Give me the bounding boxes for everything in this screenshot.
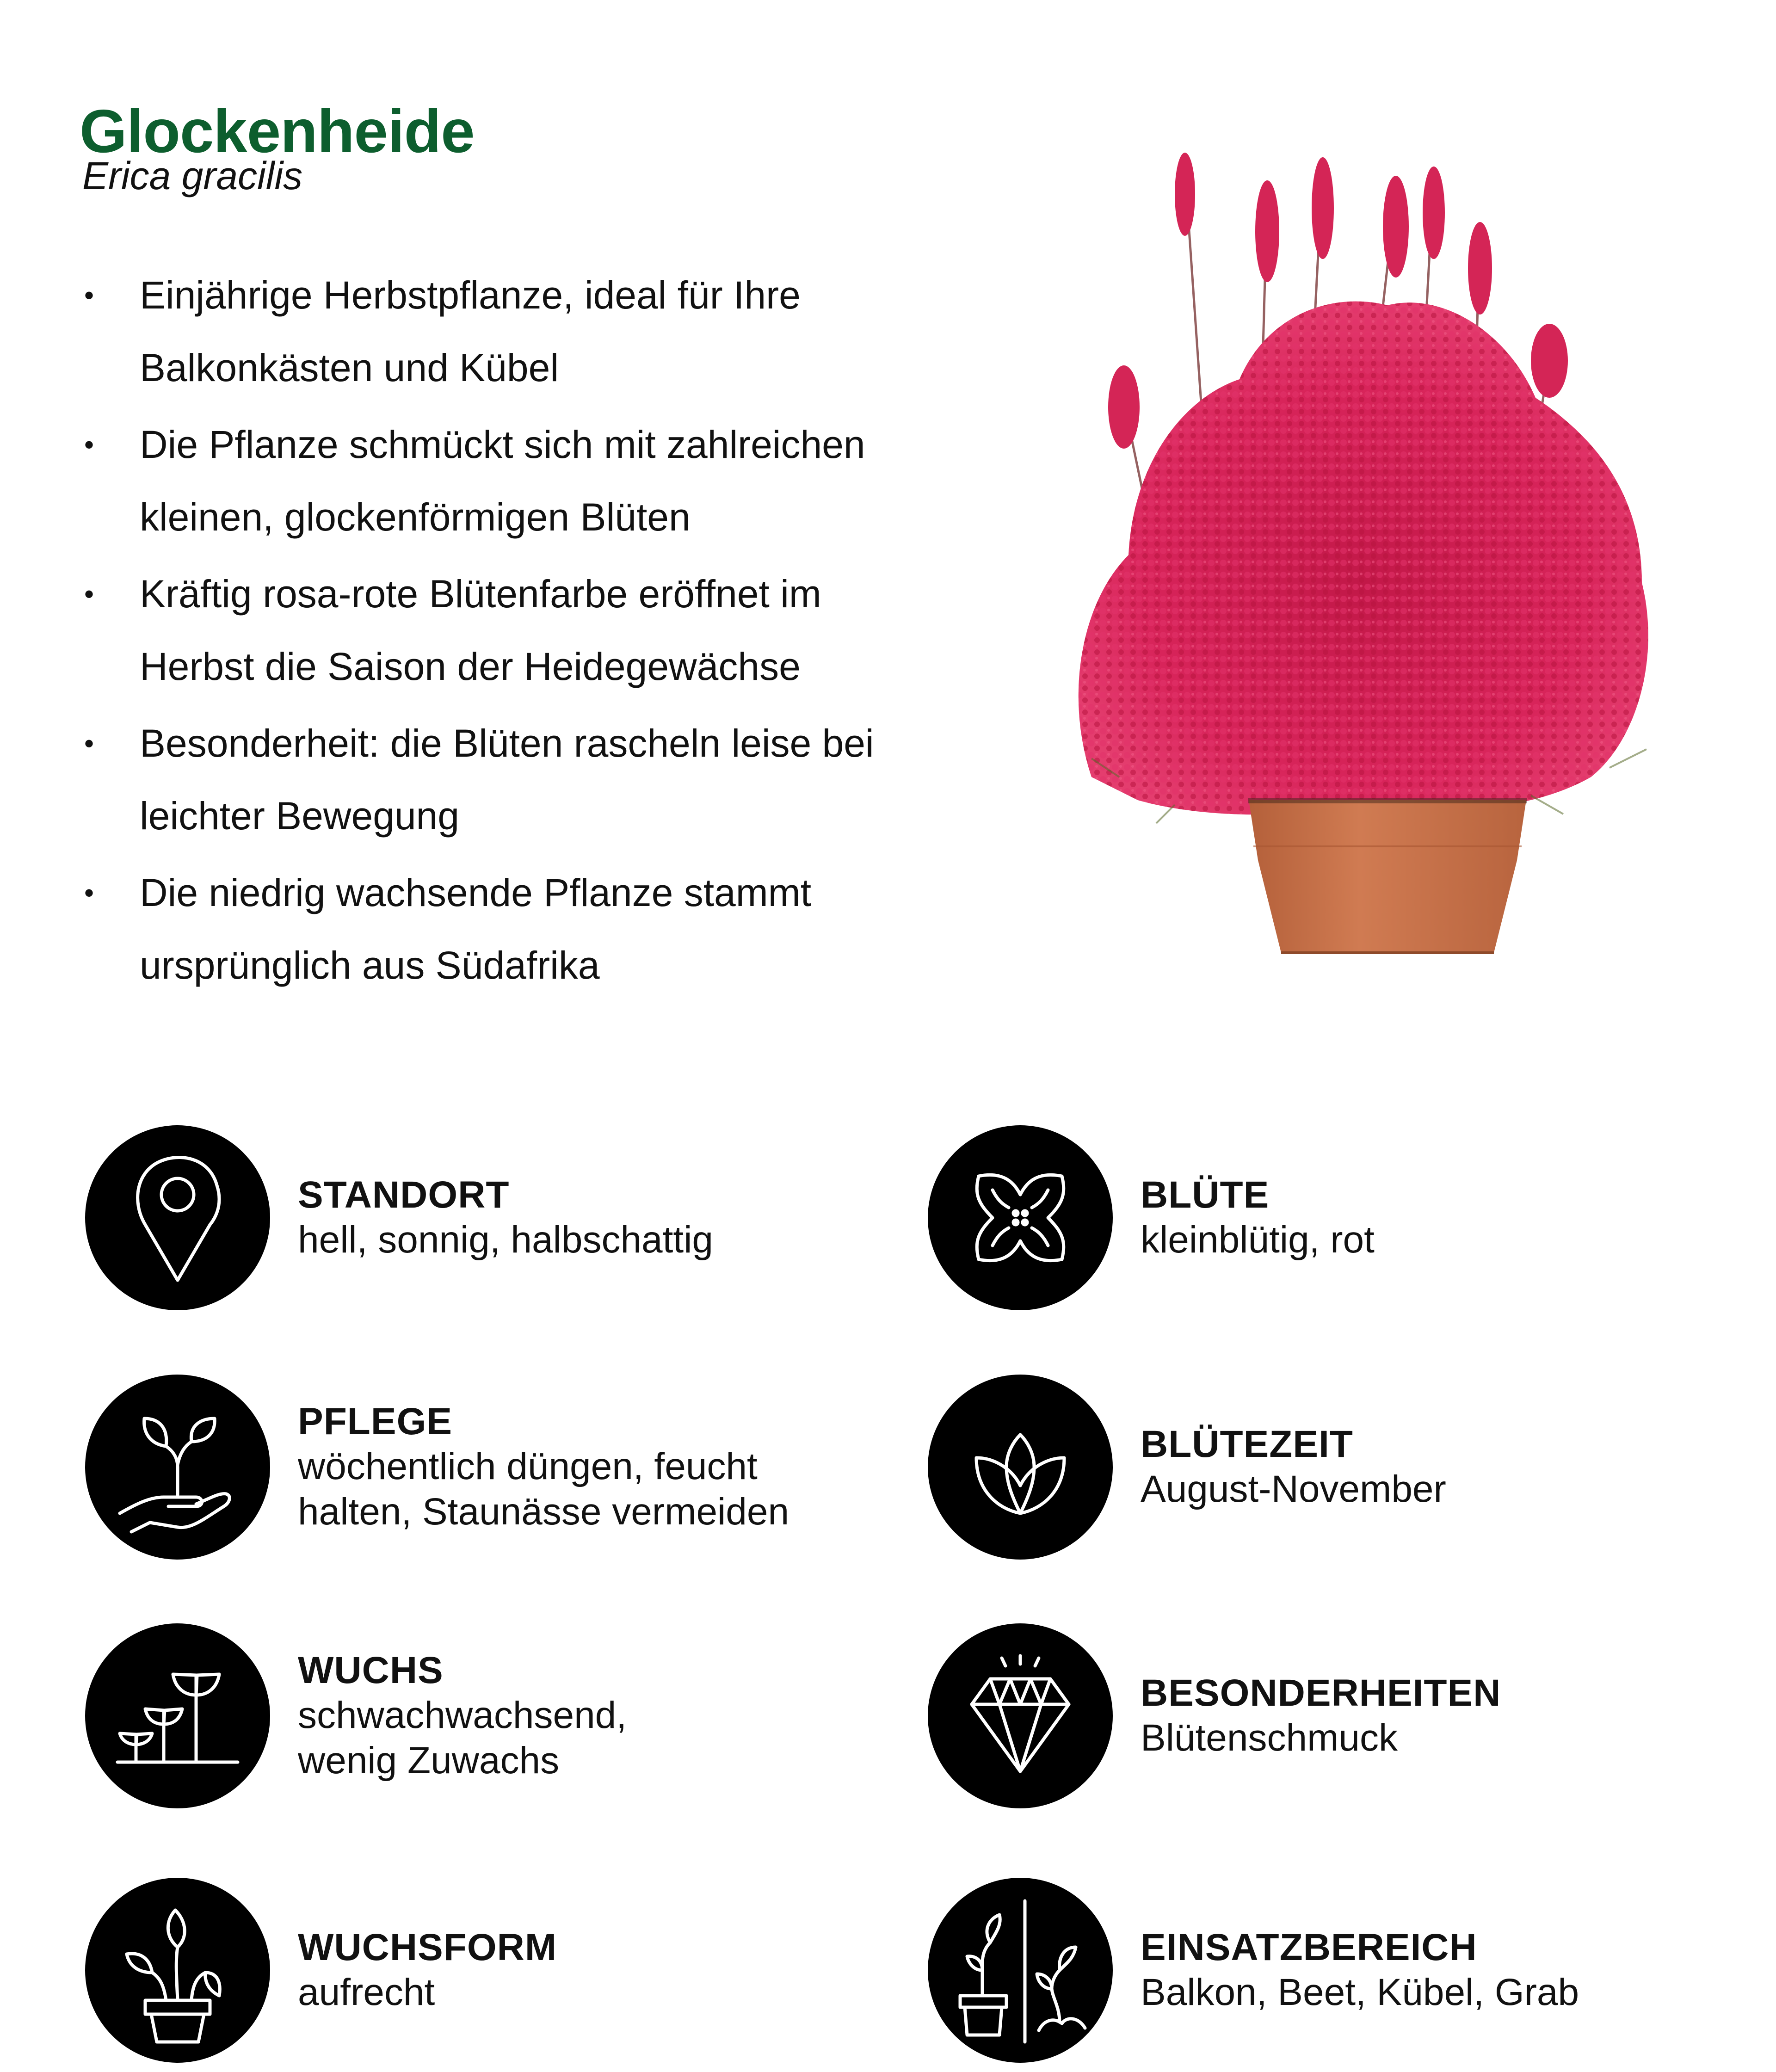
bullet-line: leichter Bewegung [140, 794, 460, 838]
bullet-item [79, 857, 957, 1002]
feature-bullet-list [79, 259, 957, 1006]
feature-value: Balkon, Beet, Kübel, Grab [1141, 1971, 1579, 2013]
feature-text [298, 1878, 557, 2063]
location-pin-icon [85, 1125, 270, 1310]
bullet-dot-icon: • [84, 429, 94, 460]
bullet-line: Die Pflanze schmückt sich mit zahlreichen [140, 423, 865, 466]
feature-text [1141, 1125, 1375, 1310]
feature-heading: STANDORT [298, 1174, 510, 1216]
feature-text [298, 1375, 789, 1560]
feature-heading: WUCHS [298, 1649, 444, 1691]
bullet-dot-icon: • [84, 280, 94, 311]
feature-pflege [85, 1375, 825, 1560]
feature-value: hell, sonnig, halbschattig [298, 1219, 714, 1261]
flower-icon [928, 1125, 1113, 1310]
feature-standort [85, 1125, 825, 1310]
bullet-dot-icon: • [84, 728, 94, 759]
feature-value: wenig Zuwachs [298, 1739, 560, 1782]
bullet-line: Einjährige Herbstpflanze, ideal für Ihre [140, 273, 801, 317]
botanical-name: Erica gracilis [82, 154, 303, 197]
feature-value: halten, Staunässe vermeiden [298, 1491, 789, 1533]
lotus-icon [928, 1375, 1113, 1560]
page-title: Glockenheide [80, 97, 475, 166]
bullet-item [79, 408, 957, 554]
feature-value: wöchentlich düngen, feucht [298, 1445, 758, 1487]
bullet-line: ursprünglich aus Südafrika [140, 944, 600, 987]
feature-wuchsform [85, 1878, 825, 2063]
bullet-item [79, 259, 957, 404]
bullet-dot-icon: • [84, 579, 94, 610]
feature-wuchs [85, 1623, 825, 1808]
bullet-line: Balkonkästen und Kübel [140, 346, 559, 389]
feature-value: kleinblütig, rot [1141, 1219, 1375, 1261]
heather-plant-illustration [1064, 139, 1674, 971]
diamond-icon [928, 1623, 1113, 1808]
feature-text [298, 1125, 713, 1310]
feature-einsatzbereich [928, 1878, 1668, 2063]
bullet-line: Kräftig rosa-rote Blütenfarbe eröffnet im [140, 572, 821, 616]
bullet-item [79, 558, 957, 703]
growing-sprouts-icon [85, 1623, 270, 1808]
plant-image [1064, 139, 1674, 971]
feature-value: schwachwachsend, [298, 1694, 627, 1736]
hand-sprout-icon [85, 1375, 270, 1560]
bullet-line: Herbst die Saison der Heidegewächse [140, 645, 801, 688]
pot-and-bed-icon [928, 1878, 1113, 2063]
feature-besonderheiten [928, 1623, 1668, 1808]
feature-heading: BLÜTE [1141, 1174, 1270, 1216]
feature-value: aufrecht [298, 1971, 435, 2013]
bullet-line: Besonderheit: die Blüten rascheln leise bei [140, 722, 874, 765]
bullet-line: Die niedrig wachsende Pflanze stammt [140, 871, 812, 914]
feature-bluetezeit [928, 1375, 1668, 1560]
feature-value: Blütenschmuck [1141, 1717, 1398, 1759]
bullet-dot-icon: • [84, 877, 94, 908]
bullet-line: kleinen, glockenförmigen Blüten [140, 495, 691, 539]
feature-heading: EINSATZBEREICH [1141, 1926, 1477, 1968]
feature-text [1141, 1878, 1579, 2063]
potted-plant-icon [85, 1878, 270, 2063]
feature-text [298, 1623, 627, 1808]
feature-text [1141, 1623, 1501, 1808]
feature-heading: BLÜTEZEIT [1141, 1423, 1353, 1465]
feature-text [1141, 1375, 1446, 1560]
feature-heading: WUCHSFORM [298, 1926, 557, 1968]
bullet-item [79, 707, 957, 852]
feature-heading: PFLEGE [298, 1400, 453, 1443]
feature-bluete [928, 1125, 1668, 1310]
feature-value: August-November [1141, 1468, 1446, 1510]
feature-heading: BESONDERHEITEN [1141, 1672, 1501, 1714]
